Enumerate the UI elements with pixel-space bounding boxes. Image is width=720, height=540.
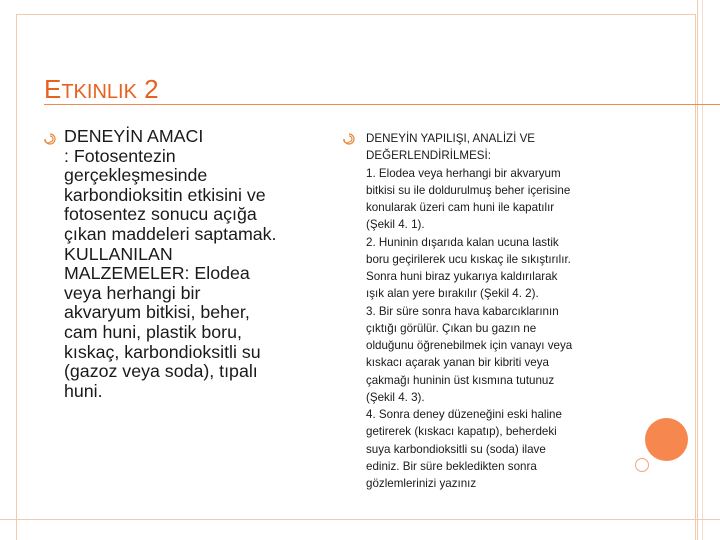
title-underline xyxy=(44,104,720,105)
text-line: DENEYİN YAPILIŞI, ANALİZİ VE xyxy=(366,132,536,145)
text-line: (Şekil 4. 1). xyxy=(366,218,425,232)
text-line: huni. xyxy=(64,380,103,401)
text-line: KULLANILAN xyxy=(64,243,173,264)
text-line: fotosentez sonucu açığa xyxy=(64,204,257,225)
text-line: (gazoz veya soda), tıpalı xyxy=(64,361,258,382)
text-line: gerçekleşmesinde xyxy=(64,165,208,186)
text-line: kıskacı açarak yanan bir kibriti veya xyxy=(366,356,549,370)
text-line: suya karbondioksitli su (soda) ilave xyxy=(366,442,546,456)
text-line: ışık alan yere bırakılır (Şekil 4. 2). xyxy=(366,287,539,301)
text-line: (Şekil 4. 3). xyxy=(366,390,425,404)
text-line: Sonra huni biraz yukarıya kaldırılarak xyxy=(366,270,558,283)
text-line: 1. Elodea veya herhangi bir akvaryum xyxy=(366,166,561,180)
text-line: 2. Huninin dışarıda kalan ucuna lastik xyxy=(366,235,559,249)
text-line: : Fotosentezin xyxy=(64,145,176,166)
text-line: ediniz. Bir süre bekledikten sonra xyxy=(366,459,537,473)
text-line: cam huni, plastik boru, xyxy=(64,321,242,342)
decorative-line xyxy=(697,0,698,540)
text-line: bitkisi su ile doldurulmuş beher içerisine xyxy=(366,183,571,197)
slide-title xyxy=(44,74,159,107)
text-line: kıskaç, karbondioksitli su xyxy=(64,341,261,362)
title-rest: TKINLIK xyxy=(61,81,137,103)
text-line: 4. Sonra deney düzeneğini eski haline xyxy=(366,408,562,421)
text-line: veya herhangi bir xyxy=(64,282,201,303)
title-number: 2 xyxy=(144,74,159,104)
text-line: çıktığı görülür. Çıkan bu gazın ne xyxy=(366,321,537,335)
text-line: boru geçirilerek ucu kıskaç ile sıkıştırılır. xyxy=(366,252,571,266)
text-line: getirerek (kıskacı kapatıp), beherdeki xyxy=(366,425,557,439)
experiment-purpose-text xyxy=(64,127,332,401)
decorative-ring xyxy=(635,458,649,472)
curled-bullet-icon xyxy=(44,133,56,145)
text-line: olduğunu öğrenebilmek için vanayı veya xyxy=(366,339,573,352)
text-line: karbondioksitin etkisini ve xyxy=(64,184,266,205)
text-line: akvaryum bitkisi, beher, xyxy=(64,302,250,323)
decorative-line xyxy=(0,519,720,520)
title-initial: E xyxy=(44,74,62,104)
text-line: DENEYİN AMACI xyxy=(64,126,204,146)
text-line: MALZEMELER: Elodea xyxy=(64,263,250,284)
text-line: gözlemlerinizi yazınız xyxy=(366,477,477,490)
text-line: DEĞERLENDİRİLMESİ: xyxy=(366,149,491,163)
text-line: çıkan maddeleri saptamak. xyxy=(64,223,277,244)
text-line: konularak üzeri cam huni ile kapatılır xyxy=(366,201,555,214)
experiment-procedure-text xyxy=(366,130,628,492)
text-line: 3. Bir süre sonra hava kabarcıklarının xyxy=(366,304,559,318)
decorative-line xyxy=(702,0,703,540)
decorative-circle xyxy=(645,418,688,461)
text-line: çakmağı huninin üst kısmına tutunuz xyxy=(366,373,555,387)
curled-bullet-icon xyxy=(343,133,355,145)
